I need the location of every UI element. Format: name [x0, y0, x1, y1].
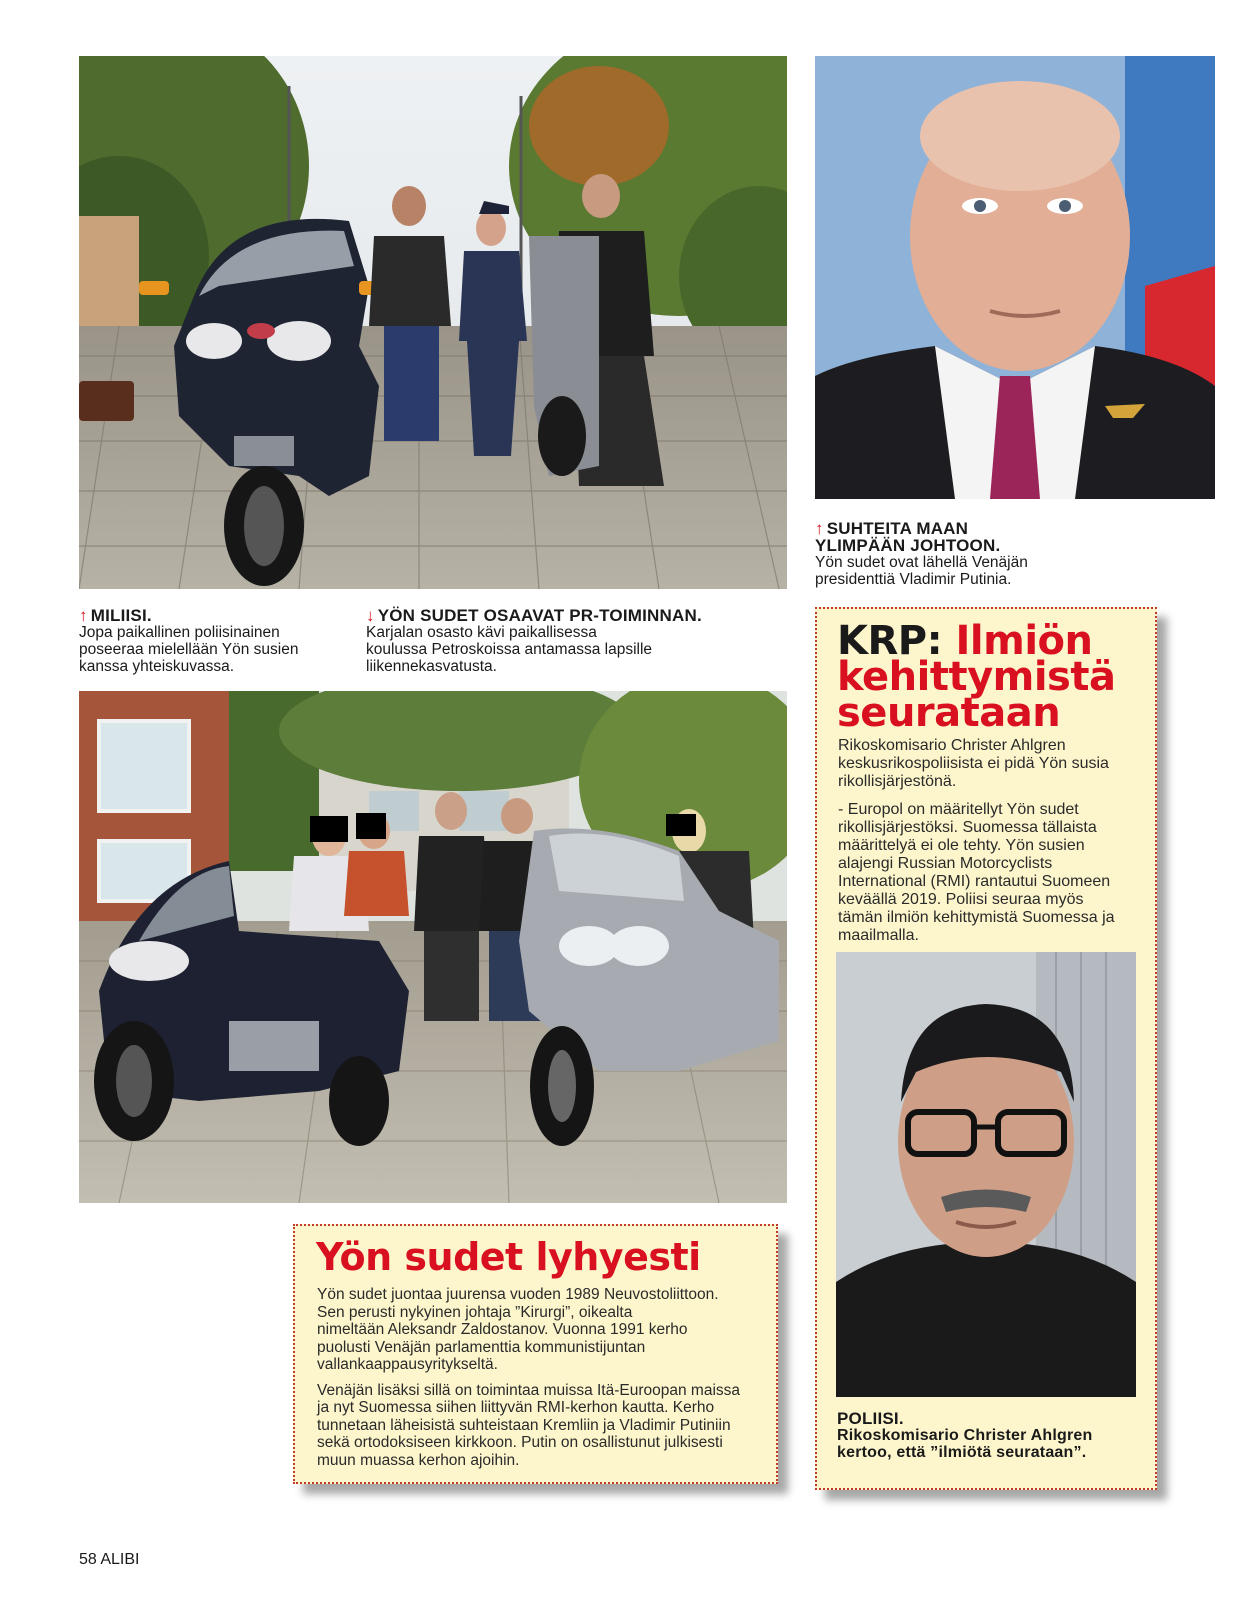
caption-line: Karjalan osasto kävi paikallisessa	[366, 624, 597, 641]
page-number: 58 ALIBI	[79, 1551, 140, 1568]
lyhyesti-text-line: puolusti Venäjän parlamenttia kommunistijuntan	[317, 1338, 646, 1356]
face-blur-bar	[666, 814, 696, 836]
lyhyesti-heading: Yön sudet lyhyesti	[316, 1235, 701, 1279]
caption-line: Yön sudet ovat lähellä Venäjän	[815, 554, 1028, 571]
caption-line: Jopa paikallinen poliisinainen	[79, 624, 280, 641]
caption-line: presidenttiä Vladimir Putinia.	[815, 571, 1012, 588]
lyhyesti-text-line: muun muassa kerhon ajoihin.	[317, 1451, 520, 1469]
arrow-up-icon: ↑	[79, 606, 88, 625]
arrow-up-icon: ↑	[815, 519, 824, 538]
lyhyesti-text-line: tunnetaan läheisistä suhteistaan Kremliin ja Vladimir Putiniin	[317, 1416, 731, 1434]
krp-heading-line: Ilmiön	[955, 618, 1093, 664]
arrow-down-icon: ↓	[366, 606, 375, 625]
caption-line: poseeraa mielellään Yön susien	[79, 641, 299, 658]
lyhyesti-text-line: sekä ortodoksiseen kirkkoon. Putin on osallistunut julkisesti	[317, 1434, 723, 1451]
face-blur-bar	[356, 813, 386, 839]
krp-body	[838, 737, 1148, 955]
krp-heading-prefix: KRP:	[837, 618, 943, 664]
face-blur-bar	[310, 816, 348, 842]
krp-text-line: Rikoskomisario Christer Ahlgren	[838, 737, 1066, 754]
bikers-police-photo	[79, 56, 787, 589]
caption-title: POLIISI.	[837, 1409, 904, 1428]
caption-putin	[815, 520, 1145, 588]
caption-pr	[366, 607, 766, 675]
caption-line: kanssa yhteiskuvassa.	[79, 658, 235, 675]
lyhyesti-text-line: Sen perusti nykyinen johtaja ”Kirurgi”, oikealta	[317, 1303, 633, 1321]
krp-text-line: rikollisjärjestönä.	[838, 773, 957, 790]
krp-text-line: tämän ilmiön kehittymistä Suomessa ja	[838, 909, 1115, 926]
lyhyesti-text-line: vallankaappausyritykseltä.	[317, 1356, 498, 1373]
krp-text-line: - Europol on määritellyt Yön sudet	[838, 801, 1079, 818]
lyhyesti-text-line: nimeltään Aleksandr Zaldostanov. Vuonna 1991 kerho	[317, 1321, 688, 1338]
krp-text-line: International (RMI) rantautui Suomeen	[838, 873, 1111, 890]
krp-text-line: maailmalla.	[838, 927, 919, 944]
lyhyesti-text-line: Yön sudet juontaa juurensa vuoden 1989 Neuvostoliittoon.	[317, 1286, 719, 1303]
caption-line: kertoo, että ”ilmiötä seurataan”.	[837, 1444, 1087, 1461]
krp-sidebar-box	[815, 607, 1157, 1490]
ahlgren-portrait-photo	[836, 952, 1136, 1397]
krp-text-line: keskusrikospoliisista ei pidä Yön susia	[838, 755, 1109, 772]
lyhyesti-box	[293, 1224, 778, 1484]
caption-line: Rikoskomisario Christer Ahlgren	[837, 1427, 1093, 1444]
putin-portrait-photo	[815, 56, 1215, 499]
caption-poliisi	[837, 1410, 1147, 1461]
caption-title: SUHTEITA MAAN	[826, 519, 969, 538]
caption-line: liikennekasvatusta.	[366, 658, 497, 675]
lyhyesti-body	[317, 1286, 772, 1479]
caption-title: YLIMPÄÄN JOHTOON.	[815, 536, 1001, 555]
krp-text-line: alajengi Russian Motorcyclists	[838, 855, 1053, 872]
bikers-school-photo	[79, 691, 787, 1203]
caption-title: MILIISI.	[90, 606, 152, 625]
lyhyesti-text-line: Venäjän lisäksi sillä on toimintaa muissa Itä-Euroopan maissa	[317, 1381, 741, 1399]
caption-miliisi	[79, 607, 349, 675]
lyhyesti-text-line: ja nyt Suomessa siihen liittyvän RMI-kerhon kautta. Kerho	[317, 1399, 715, 1416]
krp-heading-line: kehittymistä	[837, 654, 1116, 700]
krp-heading-line: seurataan	[837, 690, 1061, 736]
krp-text-line: keväällä 2019. Poliisi seuraa myös	[838, 891, 1084, 908]
caption-line: koulussa Petroskoissa antamassa lapsille	[366, 641, 653, 658]
caption-title: YÖN SUDET OSAAVAT PR-TOIMINNAN.	[377, 606, 702, 625]
krp-text-line: määrittelyä ei ole tehty. Yön susien	[838, 837, 1085, 854]
krp-text-line: rikollisjärjestöksi. Suomessa tällaista	[838, 819, 1097, 836]
krp-heading	[837, 618, 1157, 736]
